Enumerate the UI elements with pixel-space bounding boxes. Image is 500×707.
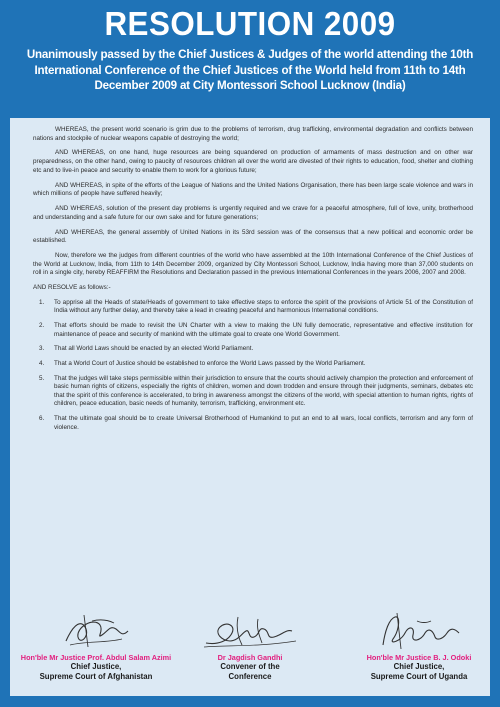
handwritten-signature-icon [56, 611, 136, 653]
content-panel [10, 118, 490, 696]
item-number: 3. [39, 345, 45, 353]
whereas-paragraph: AND WHEREAS, the general assembly of United Nations in its 53rd session was of the consensus that a new political and economic order be established. [33, 228, 473, 245]
resolution-item [33, 322, 473, 339]
item-text: That all World Laws should be enacted by an elected World Parliament. [54, 345, 254, 353]
item-number: 6. [39, 415, 45, 423]
resolution-item [33, 375, 473, 409]
resolution-item [33, 299, 473, 316]
whereas-paragraph: AND WHEREAS, in spite of the efforts of the League of Nations and the United Nations Organisation, there has been large scale violence and wars in which millions of people have suffered heavily; [33, 181, 473, 198]
item-text: That the judges will take steps permissible within their jurisdiction to ensure that the courts should actively champion the protection and enforcement of basic human rights of citizens, especially the rights of children, women and down trodden and ensure through their judgments, seminars, debates etc that the spirit of this conference is accelerated, to bring in awareness amongst the citizens of the world, with special attention to human rights, rights of children, peace education, basic needs of humanity, terrorism, trafficking, environment etc. [54, 374, 473, 408]
handwritten-signature-icon [198, 611, 302, 653]
document-subtitle: Unanimously passed by the Chief Justices & Judges of the world attending the 10th International Conference of the Chief Justices of the World held from 11th to 14th December 2009 at City Montessori School Lucknow (India) [26, 48, 474, 92]
signatory-name: Hon'ble Mr Justice Prof. Abdul Salam Azimi [20, 653, 172, 662]
resolve-intro: AND RESOLVE as follows:- [33, 284, 111, 292]
header-banner [0, 0, 500, 118]
item-text: That efforts should be made to revisit the UN Charter with a view to making the UN fully democratic, representative and effective institution for maintenance of peace and security of mankind with the ultimate goal to create one World Government. [54, 321, 473, 338]
handwritten-signature-icon [371, 611, 467, 653]
item-number: 5. [39, 374, 45, 382]
signatory-office: Supreme Court of Uganda [370, 671, 468, 681]
signatory-office: Conference [228, 671, 272, 681]
resolution-item [33, 345, 473, 354]
reaffirm-paragraph: Now, therefore we the judges from different countries of the world who have assembled at the 10th International Conference of the Chief Justices of the World at Lucknow, India, from 11th to 14th December 2009, organized by City Montessori School, Lucknow, India having more than 37,000 students on roll in a single city, hereby REAFFIRM the Resolutions and Declaration passed in the previous International Conferences in the years 2006, 2007 and 2008. [33, 252, 473, 277]
signature-block [10, 611, 490, 696]
signatory-office: Supreme Court of Afghanistan [39, 671, 153, 681]
item-number: 4. [39, 359, 45, 367]
signatory-title: Chief Justice, [393, 662, 445, 671]
signatory-title: Chief Justice, [70, 662, 122, 671]
signatory-name: Hon'ble Mr Justice B. J. Odoki [366, 653, 472, 662]
signatory-title: Convener of the [220, 662, 280, 671]
whereas-paragraph: AND WHEREAS, solution of the present day problems is urgently required and we crave for a peaceful atmosphere, full of love, unity, brotherhood and understanding and a safe future for our own sake and for future generations; [33, 205, 473, 221]
item-number: 2. [39, 321, 45, 329]
whereas-paragraph: WHEREAS, the present world scenario is grim due to the problems of terrorism, drug trafficking, environmental degradation and conflicts between nations and stockpile of nuclear weapons capable of destroying the world; [33, 126, 473, 142]
resolution-body [33, 126, 473, 438]
signatory-gandhi [194, 611, 306, 681]
resolution-item [33, 415, 473, 432]
signatory-name: Dr Jagdish Gandhi [217, 653, 283, 662]
signatory-azimi [16, 611, 176, 681]
item-text: That the ultimate goal should be to create Universal Brotherhood of Humankind to put an end to all wars, local conflicts, terrorism and any form of violence. [54, 415, 473, 431]
item-text: That a World Court of Justice should be established to enforce the World Laws passed by the World Parliament. [54, 359, 366, 367]
document-title: RESOLUTION 2009 [104, 5, 396, 42]
resolution-item [33, 360, 473, 369]
whereas-paragraph: AND WHEREAS, on one hand, huge resources are being squandered on production of armaments of mass destruction and on other war preparedness, on the other hand, owing to paucity of resources children all over the world are divested of their rights to education, food, shelter and clothing etc and to live-in peace and security to enable them to work for a glorious future; [33, 149, 473, 174]
item-text: To apprise all the Heads of state/Heads of government to take effective steps to enforce the spirit of the provisions of Article 51 of the Constitution of India without any further delay, and thereby take a lead in creating peaceful and harmonious International conditions. [54, 298, 473, 315]
signatory-odoki [352, 611, 486, 681]
item-number: 1. [39, 298, 45, 306]
